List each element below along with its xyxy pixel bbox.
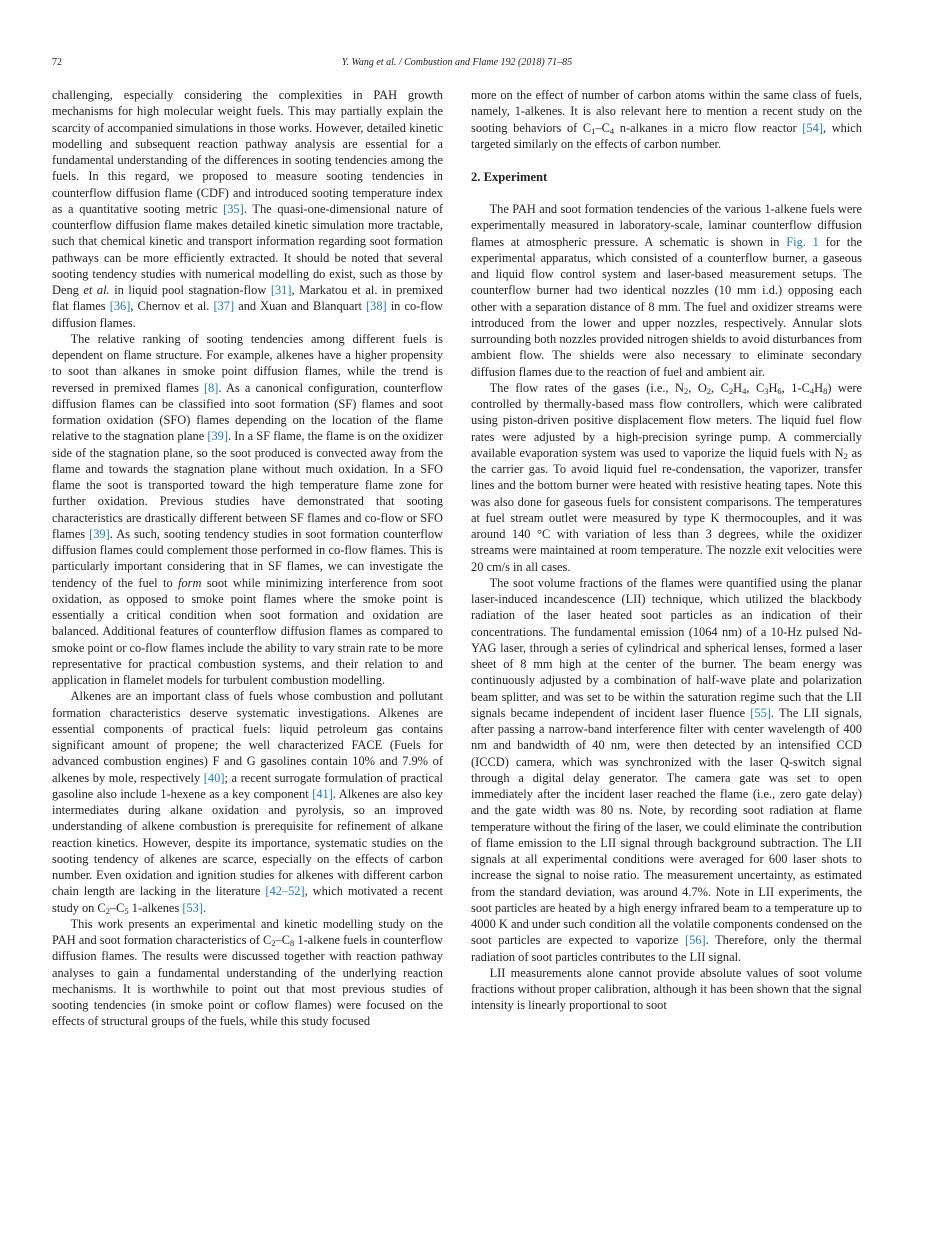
citation-link[interactable]: [31] (270, 283, 292, 297)
section-heading-experiment: 2. Experiment (471, 170, 548, 184)
paragraph-apparatus: The PAH and soot formation tendencies of the various 1-alkene fuels were experimentally measured in laboratory-scale, laminar counterflow diffusion flames at atmospheric pressure. A schematic is shown in Fig. 1 for the experimental apparatus, which consisted of a counterflow burner, a gaseous and liquid flow control system and laser-based measurement setups. The counterflow burner had two identical nozzles (10 mm i.d.) opposing each other with a separation distance of 8 mm. The fuel and oxidizer streams were introduced from the lower and upper nozzles, respectively. Annular slots surrounding both nozzles provided nitrogen shields to avoid disturbances from ambient flow. The shields were also necessary to eliminate secondary diffusion flames due to the reaction of fuel and ambient air. (471, 202, 863, 379)
citation-link[interactable]: [37] (213, 299, 235, 314)
citation-link[interactable]: [38] (366, 299, 387, 314)
paragraph-lii-calibration: LII measurements alone cannot provide absolute values of soot volume fractions without proper calibration, although it has been shown that the signal intensity is linearly proportional to soot (471, 965, 862, 1013)
citation-link[interactable]: [39] (89, 526, 110, 541)
paragraph-carbon-number: more on the effect of number of carbon atoms within the same class of fuels, namely, 1-alkenes. It is also relevant here to mention a recent study on the sooting behaviors of $C_1-C_4$ n-alkanes in a micro flow reactor [54], which targeted similarly on the effects of carbon number. (471, 88, 862, 151)
figure-link[interactable]: Fig. 1 (786, 234, 819, 249)
citation-link[interactable]: [54] (802, 120, 823, 135)
citation-link[interactable]: [39] (207, 429, 228, 444)
left-column (52, 87, 443, 1030)
journal-citation: Y. Wang et al. / Combustion and Flame 192 (2018) 71–85 (341, 57, 573, 68)
citation-link[interactable]: [8] (203, 380, 219, 395)
paragraph-lii-technique: The soot volume fractions of the flames were quantified using the planar laser-induced incandescence (LII) technique, which utilized the blackbody radiation of the laser heated soot particles as an indication of their concentrations. The fundamental emission (1064 nm) of a 10-Hz pulsed Nd-YAG laser, through a series of cylindrical and spherical lenses, formed a laser sheet of 8 mm high at the center of the burner. The beam energy was continuously adjusted by a combination of half-wave plate and polarization beam splitter, and was set to be within the saturation regime such that the LII signals became independent of incident laser fluence [55]. The LII signals, after passing a narrow-band interference filter with center wavelength of 400 nm and bandwidth of 40 nm, were then detected by an intensified CCD (ICCD) camera, which was synchronized with the laser Q-switch signal through a digital delay generator. The camera gate was set to open immediately after the incident laser reached the flame (i.e., zero gate delay) and the gate width was 80 ns. Note, by recording soot radiation at flame temperature without the firing of the laser, we could eliminate the contribution of flame emission to the LII signal through background subtraction. The LII signals at all experimental conditions were averaged for 600 laser shots to increase the signal to noise ratio. The measurement uncertainty, as estimated from the standard deviation, was around 4.7%. Note in LII experiments, the soot particles are heated by a high energy infrared beam to a temperature up to 4000 K and under such condition all the volatile components condensed on the soot particles are expected to vaporize [56]. Therefore, only the thermal radiation of soot particles contributes to the LII signal. (471, 575, 862, 964)
paragraph-this-work: This work presents an experimental and kinetic modelling study on the PAH and soot formation characteristics of $C_2-C_8$ 1-alkene fuels in counterflow diffusion flames. The results were discussed together with reaction pathway analyses to gain a fundamental understanding of the underlying reaction mechanisms. It is worthwhile to point out that most previous studies of sooting tendencies (in smoke point or coflow flames) were focused on the effects of structural groups of the fuels, while this study focused (52, 916, 443, 1029)
paragraph-flow-rates: The flow rates of the gases (i.e., $N_2$, $O_2$, $C_2H_4$, $C_3H_6$, $1-C_4H_8$) were controlled by thermally-based mass flow controllers, which were calibrated using piston-driven positive displacement flow meters. The liquid fuel flow rates were adjusted by a high-precision syringe pump. A commercially available evaporation system was used to vaporize the liquid fuels with $N_2$ as the carrier gas. To avoid liquid fuel re-condensation, the vaporizer, transfer lines and the bottom burner were heated with resistive heating tapes. Note this was also done for gaseous fuels for consistent comparisons. The temperatures at fuel stream outlet were measured by type K thermocouples, and it was around 140 °C with variation of less than 3 degrees, while the oxidizer streams were maintained at room temperature. The nozzle exit velocities were 20 cm/s in all cases. (471, 380, 863, 574)
paragraph-flame-structure: The relative ranking of sooting tendencies among different fuels is dependent on flame structure. For example, alkenes have a higher propensity to soot than alkanes in smoke point diffusion flames, while the trend is reversed in premixed flames [8]. As a canonical configuration, counterflow diffusion flames can be classified into soot formation (SF) flames and soot formation oxidation (SFO) flames depending on the location of the flame relative to the stagnation plane [39]. In a SF flame, the flame is on the oxidizer side of the stagnation plane, so the soot produced is convected away from the flame and towards the stagnation plane without much oxidation. In a SFO flame the soot is transported toward the high temperature flame zone for further oxidation. Previous studies have demonstrated that sooting characteristics are drastically different between SF flames and co-flow or SFO flames [39]. As such, sooting tendency studies in soot formation counterflow diffusion flames could complement those performed in co-flow flames. This is particularly important considering that in SF flames, we can investigate the tendency of the fuel to form soot while minimizing interference from soot oxidation, as opposed to smoke point flames where the smoke point is essentially a critical condition when soot formation and oxidation are balanced. Additional features of counterflow diffusion flames as compared to smoke point or co-flow flames include the ability to vary strain rate to be more representative for practical combustion systems, and their relation to and application in flamelet models for turbulent combustion modelling. (52, 331, 444, 687)
page-number: 72 (52, 57, 62, 68)
citation-link[interactable]: [42–52] (265, 884, 305, 899)
citation-link[interactable]: [36] (109, 299, 131, 314)
citation-link[interactable]: [55] (750, 705, 771, 720)
paragraph-alkenes: Alkenes are an important class of fuels whose combustion and pollutant formation characteristics deserve systematic investigations. Alkenes are essential components of practical fuels: liquid petroleum gas contains significant amount of propene; the well characterized FACE (Fuels for advanced combustion engines) F and G gasolines contain 10% and 7.9% of alkenes by mole, respectively [40]; a recent surrogate formulation of practical gasoline also include 1-hexene as a key component [41]. Alkenes are also key intermediates during alkane oxidation and pyrolysis, so an improved understanding of alkene combustion is prerequisite for refinement of alkane reaction kinetics. However, despite its importance, systematic studies on the sooting tendency of alkenes are scarce, especially on the effects of carbon number. Even oxidation and ignition studies for alkenes with different carbon chain length are lacking in the literature [42–52], which motivated a recent study on $C_2-C_5$ 1-alkenes [53]. (52, 689, 443, 916)
citation-link[interactable]: [41] (312, 786, 333, 801)
citation-link[interactable]: [35] (223, 201, 244, 216)
paragraph-sooting-metric: challenging, especially considering the complexities in PAH growth mechanisms for high molecular weight fuels. This may partially explain the scarcity of accompanied simulations in those works. However, detailed kinetic modelling and subsequent reaction pathway analysis are essential for a fundamental understanding of the differences in sooting tendencies among the fuels. In this regard, we proposed to measure sooting tendencies in counterflow diffusion flame (CDF) and introduced sooting temperature index as a quantitative sooting metric [35]. The quasi-one-dimensional nature of counterflow diffusion flame makes detailed kinetic simulation more tractable, such that chemical kinetic and transport information regarding soot formation pathways can be more efficiently extracted. It should be noted that several sooting tendency studies with numerical modelling do exist, such as those by Deng et al. in liquid pool stagnation-flow [31], Markatou et al. in premixed flat flames [36], Chernov et al. [37] and Xuan and Blanquart [38] in co-flow diffusion flames. (52, 88, 444, 330)
right-column (471, 87, 862, 1014)
citation-link[interactable]: [40] (203, 770, 225, 785)
citation-link[interactable]: [56] (684, 933, 706, 948)
running-header (52, 56, 862, 70)
citation-link[interactable]: [53] (182, 900, 203, 915)
